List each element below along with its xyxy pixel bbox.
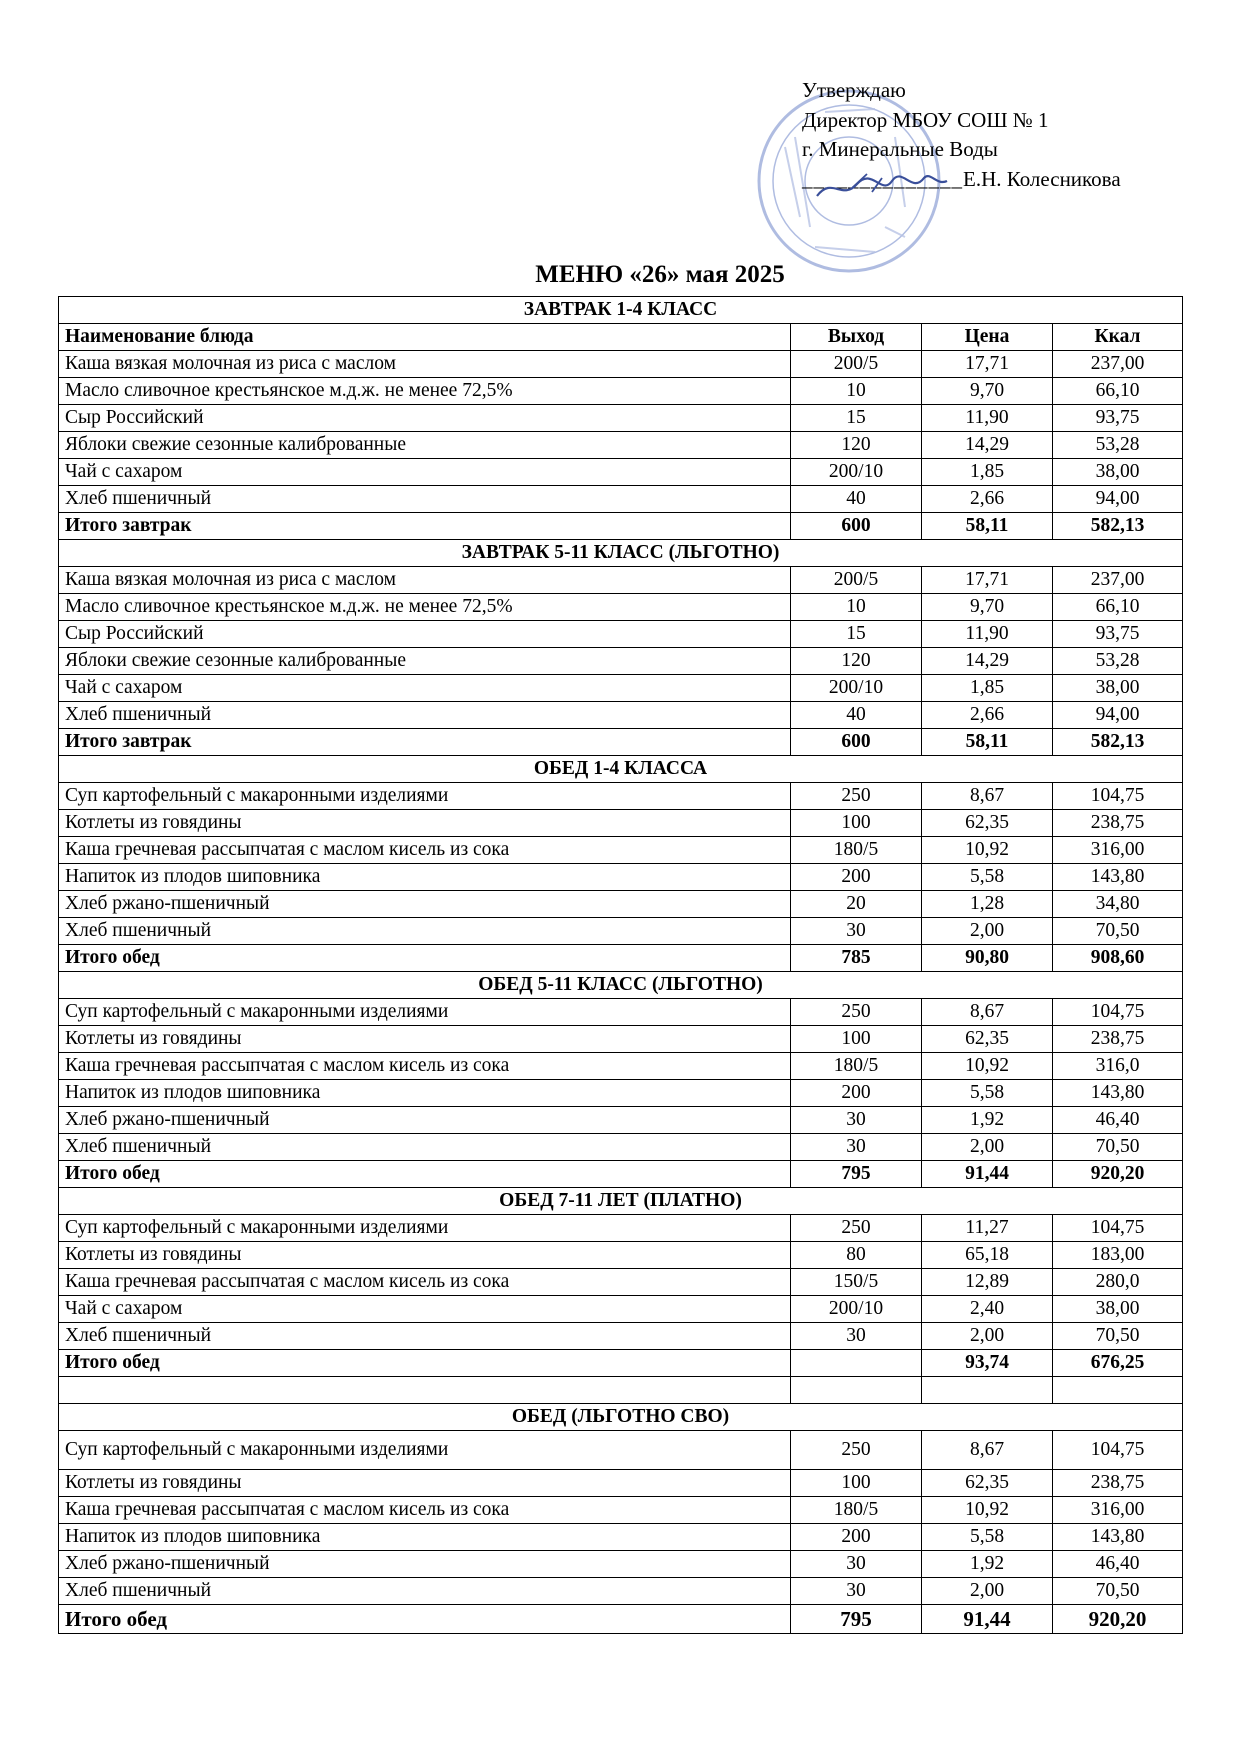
- dish-price: 8,67: [922, 999, 1053, 1026]
- dish-price: 5,58: [922, 1524, 1053, 1551]
- dish-price: 2,66: [922, 702, 1053, 729]
- table-row: [59, 783, 1183, 810]
- dish-price: 10,92: [922, 1053, 1053, 1080]
- dish-name: Хлеб пшеничный: [59, 1323, 791, 1350]
- dish-output: 200: [791, 1524, 922, 1551]
- total-row: [59, 945, 1183, 972]
- table-row: [59, 486, 1183, 513]
- dish-name: Котлеты из говядины: [59, 1026, 791, 1053]
- dish-kcal: 316,00: [1053, 1497, 1183, 1524]
- table-row: [59, 1431, 1183, 1470]
- approval-heading: Утверждаю: [802, 78, 906, 102]
- dish-kcal: 143,80: [1053, 1080, 1183, 1107]
- dish-output: 200/10: [791, 459, 922, 486]
- table-row: [59, 1497, 1183, 1524]
- dish-output: 200: [791, 1080, 922, 1107]
- dish-kcal: 38,00: [1053, 459, 1183, 486]
- dish-kcal: 316,0: [1053, 1053, 1183, 1080]
- dish-price: 2,00: [922, 1578, 1053, 1605]
- dish-output: 250: [791, 999, 922, 1026]
- total-row: [59, 1350, 1183, 1377]
- total-kcal: 582,13: [1053, 729, 1183, 756]
- dish-price: 1,92: [922, 1551, 1053, 1578]
- dish-price: 1,92: [922, 1107, 1053, 1134]
- total-kcal: 920,20: [1053, 1161, 1183, 1188]
- table-row: [59, 351, 1183, 378]
- dish-kcal: 237,00: [1053, 567, 1183, 594]
- section-title: ОБЕД 5-11 КЛАСС (ЛЬГОТНО): [59, 972, 1183, 999]
- table-row: [59, 864, 1183, 891]
- table-row: [59, 1296, 1183, 1323]
- total-output: [791, 1350, 922, 1377]
- dish-kcal: 34,80: [1053, 891, 1183, 918]
- table-row: [59, 1080, 1183, 1107]
- dish-name: Хлеб пшеничный: [59, 918, 791, 945]
- dish-price: 8,67: [922, 783, 1053, 810]
- dish-name: Сыр Российский: [59, 405, 791, 432]
- total-kcal: 920,20: [1053, 1605, 1183, 1634]
- dish-price: 12,89: [922, 1269, 1053, 1296]
- dish-price: 8,67: [922, 1431, 1053, 1470]
- blank-cell: [922, 1377, 1053, 1404]
- dish-name: Каша гречневая рассыпчатая с маслом кисель из сока: [59, 1269, 791, 1296]
- dish-name: Суп картофельный с макаронными изделиями: [59, 1215, 791, 1242]
- dish-kcal: 94,00: [1053, 702, 1183, 729]
- dish-name: Яблоки свежие сезонные калиброванные: [59, 432, 791, 459]
- column-header-output: Выход: [791, 324, 922, 351]
- dish-name: Чай с сахаром: [59, 459, 791, 486]
- table-row: [59, 621, 1183, 648]
- dish-price: 14,29: [922, 432, 1053, 459]
- table-row: [59, 594, 1183, 621]
- dish-output: 100: [791, 1026, 922, 1053]
- dish-output: 200/10: [791, 1296, 922, 1323]
- dish-price: 11,90: [922, 405, 1053, 432]
- dish-kcal: 104,75: [1053, 999, 1183, 1026]
- table-row: [59, 1107, 1183, 1134]
- dish-price: 1,85: [922, 675, 1053, 702]
- table-row: [59, 459, 1183, 486]
- total-output: 600: [791, 513, 922, 540]
- signer-name: Е.Н. Колесникова: [963, 166, 1121, 191]
- dish-name: Котлеты из говядины: [59, 810, 791, 837]
- table-row: [59, 702, 1183, 729]
- dish-kcal: 237,00: [1053, 351, 1183, 378]
- dish-price: 11,27: [922, 1215, 1053, 1242]
- dish-price: 1,85: [922, 459, 1053, 486]
- dish-output: 30: [791, 1578, 922, 1605]
- dish-kcal: 53,28: [1053, 648, 1183, 675]
- dish-price: 10,92: [922, 1497, 1053, 1524]
- dish-output: 200: [791, 864, 922, 891]
- total-row: [59, 1605, 1183, 1634]
- dish-kcal: 38,00: [1053, 675, 1183, 702]
- table-row: [59, 1578, 1183, 1605]
- total-price: 93,74: [922, 1350, 1053, 1377]
- dish-price: 62,35: [922, 810, 1053, 837]
- dish-kcal: 53,28: [1053, 432, 1183, 459]
- dish-kcal: 104,75: [1053, 1431, 1183, 1470]
- dish-output: 30: [791, 1323, 922, 1350]
- dish-output: 100: [791, 810, 922, 837]
- handwritten-signature: [812, 166, 952, 206]
- dish-price: 11,90: [922, 621, 1053, 648]
- column-header-kcal: Ккал: [1053, 324, 1183, 351]
- dish-output: 15: [791, 405, 922, 432]
- dish-kcal: 143,80: [1053, 1524, 1183, 1551]
- dish-kcal: 104,75: [1053, 783, 1183, 810]
- total-output: 785: [791, 945, 922, 972]
- dish-kcal: 94,00: [1053, 486, 1183, 513]
- total-label: Итого обед: [59, 1161, 791, 1188]
- dish-kcal: 238,75: [1053, 810, 1183, 837]
- dish-name: Каша вязкая молочная из риса с маслом: [59, 351, 791, 378]
- blank-cell: [791, 1377, 922, 1404]
- section-title-row: [59, 972, 1183, 999]
- dish-output: 250: [791, 1431, 922, 1470]
- total-price: 91,44: [922, 1161, 1053, 1188]
- table-row: [59, 648, 1183, 675]
- dish-price: 2,00: [922, 1323, 1053, 1350]
- total-output: 600: [791, 729, 922, 756]
- dish-output: 15: [791, 621, 922, 648]
- total-price: 91,44: [922, 1605, 1053, 1634]
- section-title: ЗАВТРАК 1-4 КЛАСС: [59, 297, 1183, 324]
- table-row: [59, 1026, 1183, 1053]
- approval-city: г. Минеральные Воды: [802, 137, 998, 161]
- dish-price: 2,40: [922, 1296, 1053, 1323]
- dish-name: Хлеб пшеничный: [59, 486, 791, 513]
- total-price: 58,11: [922, 729, 1053, 756]
- dish-name: Хлеб пшеничный: [59, 702, 791, 729]
- dish-price: 10,92: [922, 837, 1053, 864]
- dish-name: Суп картофельный с макаронными изделиями: [59, 1431, 791, 1470]
- dish-kcal: 104,75: [1053, 1215, 1183, 1242]
- total-price: 58,11: [922, 513, 1053, 540]
- section-title-row: [59, 297, 1183, 324]
- dish-name: Масло сливочное крестьянское м.д.ж. не менее 72,5%: [59, 378, 791, 405]
- dish-name: Напиток из плодов шиповника: [59, 1524, 791, 1551]
- dish-price: 17,71: [922, 567, 1053, 594]
- table-row: [59, 1269, 1183, 1296]
- section-title-row: [59, 756, 1183, 783]
- table-row: [59, 810, 1183, 837]
- table-row: [59, 1551, 1183, 1578]
- dish-name: Чай с сахаром: [59, 675, 791, 702]
- dish-kcal: 280,0: [1053, 1269, 1183, 1296]
- dish-price: 65,18: [922, 1242, 1053, 1269]
- dish-kcal: 66,10: [1053, 378, 1183, 405]
- dish-price: 14,29: [922, 648, 1053, 675]
- dish-kcal: 183,00: [1053, 1242, 1183, 1269]
- section-title-row: [59, 1188, 1183, 1215]
- dish-output: 180/5: [791, 837, 922, 864]
- dish-output: 180/5: [791, 1053, 922, 1080]
- dish-output: 100: [791, 1470, 922, 1497]
- menu-title: МЕНЮ «26» мая 2025: [535, 261, 785, 288]
- dish-output: 30: [791, 918, 922, 945]
- table-row: [59, 1242, 1183, 1269]
- dish-name: Суп картофельный с макаронными изделиями: [59, 999, 791, 1026]
- dish-kcal: 70,50: [1053, 918, 1183, 945]
- menu-table-body: [59, 297, 1183, 1634]
- dish-output: 10: [791, 594, 922, 621]
- dish-output: 200/10: [791, 675, 922, 702]
- total-row: [59, 729, 1183, 756]
- section-title: ЗАВТРАК 5-11 КЛАСС (ЛЬГОТНО): [59, 540, 1183, 567]
- dish-name: Каша гречневая рассыпчатая с маслом кисель из сока: [59, 1053, 791, 1080]
- menu-table: [58, 296, 1183, 1634]
- dish-kcal: 238,75: [1053, 1026, 1183, 1053]
- section-title: ОБЕД (ЛЬГОТНО СВО): [59, 1404, 1183, 1431]
- table-row: [59, 1470, 1183, 1497]
- dish-name: Масло сливочное крестьянское м.д.ж. не менее 72,5%: [59, 594, 791, 621]
- blank-row: [59, 1377, 1183, 1404]
- total-price: 90,80: [922, 945, 1053, 972]
- dish-output: 150/5: [791, 1269, 922, 1296]
- dish-output: 30: [791, 1551, 922, 1578]
- dish-kcal: 70,50: [1053, 1578, 1183, 1605]
- dish-price: 9,70: [922, 378, 1053, 405]
- dish-output: 120: [791, 648, 922, 675]
- section-title-row: [59, 540, 1183, 567]
- table-row: [59, 405, 1183, 432]
- dish-output: 250: [791, 783, 922, 810]
- dish-price: 62,35: [922, 1026, 1053, 1053]
- dish-name: Сыр Российский: [59, 621, 791, 648]
- dish-name: Каша вязкая молочная из риса с маслом: [59, 567, 791, 594]
- total-row: [59, 513, 1183, 540]
- dish-output: 180/5: [791, 1497, 922, 1524]
- table-row: [59, 378, 1183, 405]
- dish-price: 2,00: [922, 918, 1053, 945]
- dish-output: 10: [791, 378, 922, 405]
- blank-cell: [1053, 1377, 1183, 1404]
- dish-price: 5,58: [922, 864, 1053, 891]
- dish-name: Хлеб ржано-пшеничный: [59, 1551, 791, 1578]
- total-output: 795: [791, 1161, 922, 1188]
- dish-kcal: 46,40: [1053, 1551, 1183, 1578]
- column-header-price: Цена: [922, 324, 1053, 351]
- dish-price: 2,00: [922, 1134, 1053, 1161]
- dish-name: Каша гречневая рассыпчатая с маслом кисель из сока: [59, 1497, 791, 1524]
- dish-price: 5,58: [922, 1080, 1053, 1107]
- dish-kcal: 46,40: [1053, 1107, 1183, 1134]
- total-output: 795: [791, 1605, 922, 1634]
- dish-output: 30: [791, 1134, 922, 1161]
- dish-price: 17,71: [922, 351, 1053, 378]
- signature-underscores: ______________: [802, 166, 963, 191]
- blank-cell: [59, 1377, 791, 1404]
- table-row: [59, 999, 1183, 1026]
- dish-kcal: 70,50: [1053, 1134, 1183, 1161]
- dish-kcal: 93,75: [1053, 405, 1183, 432]
- dish-name: Котлеты из говядины: [59, 1242, 791, 1269]
- total-label: Итого завтрак: [59, 729, 791, 756]
- dish-kcal: 238,75: [1053, 1470, 1183, 1497]
- dish-price: 1,28: [922, 891, 1053, 918]
- dish-name: Напиток из плодов шиповника: [59, 864, 791, 891]
- table-row: [59, 1215, 1183, 1242]
- dish-kcal: 143,80: [1053, 864, 1183, 891]
- dish-name: Хлеб пшеничный: [59, 1134, 791, 1161]
- table-row: [59, 567, 1183, 594]
- total-kcal: 582,13: [1053, 513, 1183, 540]
- dish-name: Хлеб пшеничный: [59, 1578, 791, 1605]
- section-title: ОБЕД 7-11 ЛЕТ (ПЛАТНО): [59, 1188, 1183, 1215]
- dish-output: 30: [791, 1107, 922, 1134]
- dish-name: Суп картофельный с макаронными изделиями: [59, 783, 791, 810]
- total-kcal: 908,60: [1053, 945, 1183, 972]
- dish-price: 9,70: [922, 594, 1053, 621]
- dish-name: Чай с сахаром: [59, 1296, 791, 1323]
- dish-output: 250: [791, 1215, 922, 1242]
- dish-output: 200/5: [791, 567, 922, 594]
- table-row: [59, 675, 1183, 702]
- dish-name: Каша гречневая рассыпчатая с маслом кисель из сока: [59, 837, 791, 864]
- dish-kcal: 38,00: [1053, 1296, 1183, 1323]
- table-row: [59, 432, 1183, 459]
- dish-price: 2,66: [922, 486, 1053, 513]
- dish-output: 80: [791, 1242, 922, 1269]
- table-row: [59, 891, 1183, 918]
- approval-position: Директор МБОУ СОШ № 1: [802, 107, 1049, 132]
- total-kcal: 676,25: [1053, 1350, 1183, 1377]
- dish-kcal: 316,00: [1053, 837, 1183, 864]
- dish-output: 120: [791, 432, 922, 459]
- table-row: [59, 918, 1183, 945]
- dish-kcal: 93,75: [1053, 621, 1183, 648]
- total-row: [59, 1161, 1183, 1188]
- column-header-row: [59, 324, 1183, 351]
- total-label: Итого обед: [59, 1350, 791, 1377]
- dish-output: 40: [791, 702, 922, 729]
- total-label: Итого обед: [59, 945, 791, 972]
- dish-name: Котлеты из говядины: [59, 1470, 791, 1497]
- dish-name: Напиток из плодов шиповника: [59, 1080, 791, 1107]
- column-header-name: Наименование блюда: [59, 324, 791, 351]
- section-title: ОБЕД 1-4 КЛАССА: [59, 756, 1183, 783]
- table-row: [59, 1134, 1183, 1161]
- total-label: Итого обед: [59, 1605, 791, 1634]
- dish-name: Яблоки свежие сезонные калиброванные: [59, 648, 791, 675]
- dish-output: 20: [791, 891, 922, 918]
- dish-name: Хлеб ржано-пшеничный: [59, 1107, 791, 1134]
- table-row: [59, 837, 1183, 864]
- section-title-row: [59, 1404, 1183, 1431]
- table-row: [59, 1053, 1183, 1080]
- table-row: [59, 1323, 1183, 1350]
- dish-output: 40: [791, 486, 922, 513]
- total-label: Итого завтрак: [59, 513, 791, 540]
- dish-kcal: 70,50: [1053, 1323, 1183, 1350]
- dish-price: 62,35: [922, 1470, 1053, 1497]
- dish-kcal: 66,10: [1053, 594, 1183, 621]
- table-row: [59, 1524, 1183, 1551]
- dish-output: 200/5: [791, 351, 922, 378]
- dish-name: Хлеб ржано-пшеничный: [59, 891, 791, 918]
